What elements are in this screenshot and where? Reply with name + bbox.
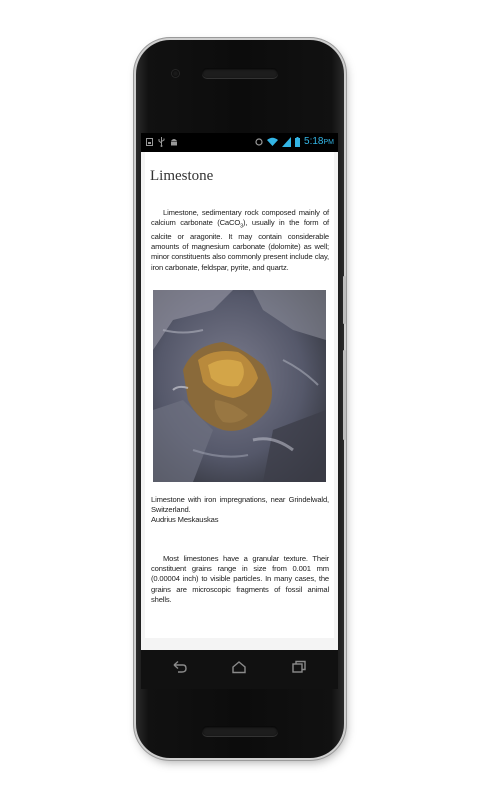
- recents-icon[interactable]: [291, 660, 307, 674]
- clock: 5:18PM: [304, 136, 334, 147]
- android-debug-icon: [170, 137, 178, 146]
- front-camera: [172, 70, 179, 77]
- app-content[interactable]: [141, 152, 338, 650]
- earpiece-speaker: [202, 68, 278, 78]
- article-paragraph-1: Limestone, sedimentary rock composed mainly of calcium carbonate (CaCO$_3$), usually in the form of calcite or aragonite. It may contain considerable amounts of magnesium carbonate (dolomite) as well; minor constituents also commonly present include clay, iron carbonate, feldspar, pyrite, and quartz.: [151, 208, 329, 272]
- bottom-speaker: [202, 726, 278, 736]
- signal-icon: [282, 137, 291, 147]
- gallery-icon: [146, 137, 153, 146]
- article-paragraph-2: Most limestones have a granular texture. Their constituent grains range in size from 0.001 mm (0.00004 inch) to visible particles. In many cases, the grains are microscopic fragments of fossil animal shells.: [151, 554, 329, 604]
- wifi-icon: [267, 137, 278, 147]
- limestone-photo: [153, 290, 326, 482]
- back-icon[interactable]: [172, 660, 188, 674]
- article-card: [145, 152, 334, 638]
- article-title: Limestone: [150, 168, 214, 184]
- status-bar: [141, 133, 338, 152]
- photo-credit: Audrius Meskauskas: [151, 515, 219, 525]
- phone-screen: [141, 133, 338, 689]
- battery-icon: [295, 137, 300, 147]
- sync-icon: [255, 137, 263, 147]
- volume-button: [343, 276, 346, 324]
- navigation-bar: [141, 650, 338, 689]
- photo-caption: Limestone with iron impregnations, near Grindelwald, Switzerland. Audrius Meskauskas: [151, 495, 329, 525]
- home-icon[interactable]: [231, 660, 247, 674]
- power-button: [343, 350, 346, 440]
- usb-icon: [158, 137, 165, 147]
